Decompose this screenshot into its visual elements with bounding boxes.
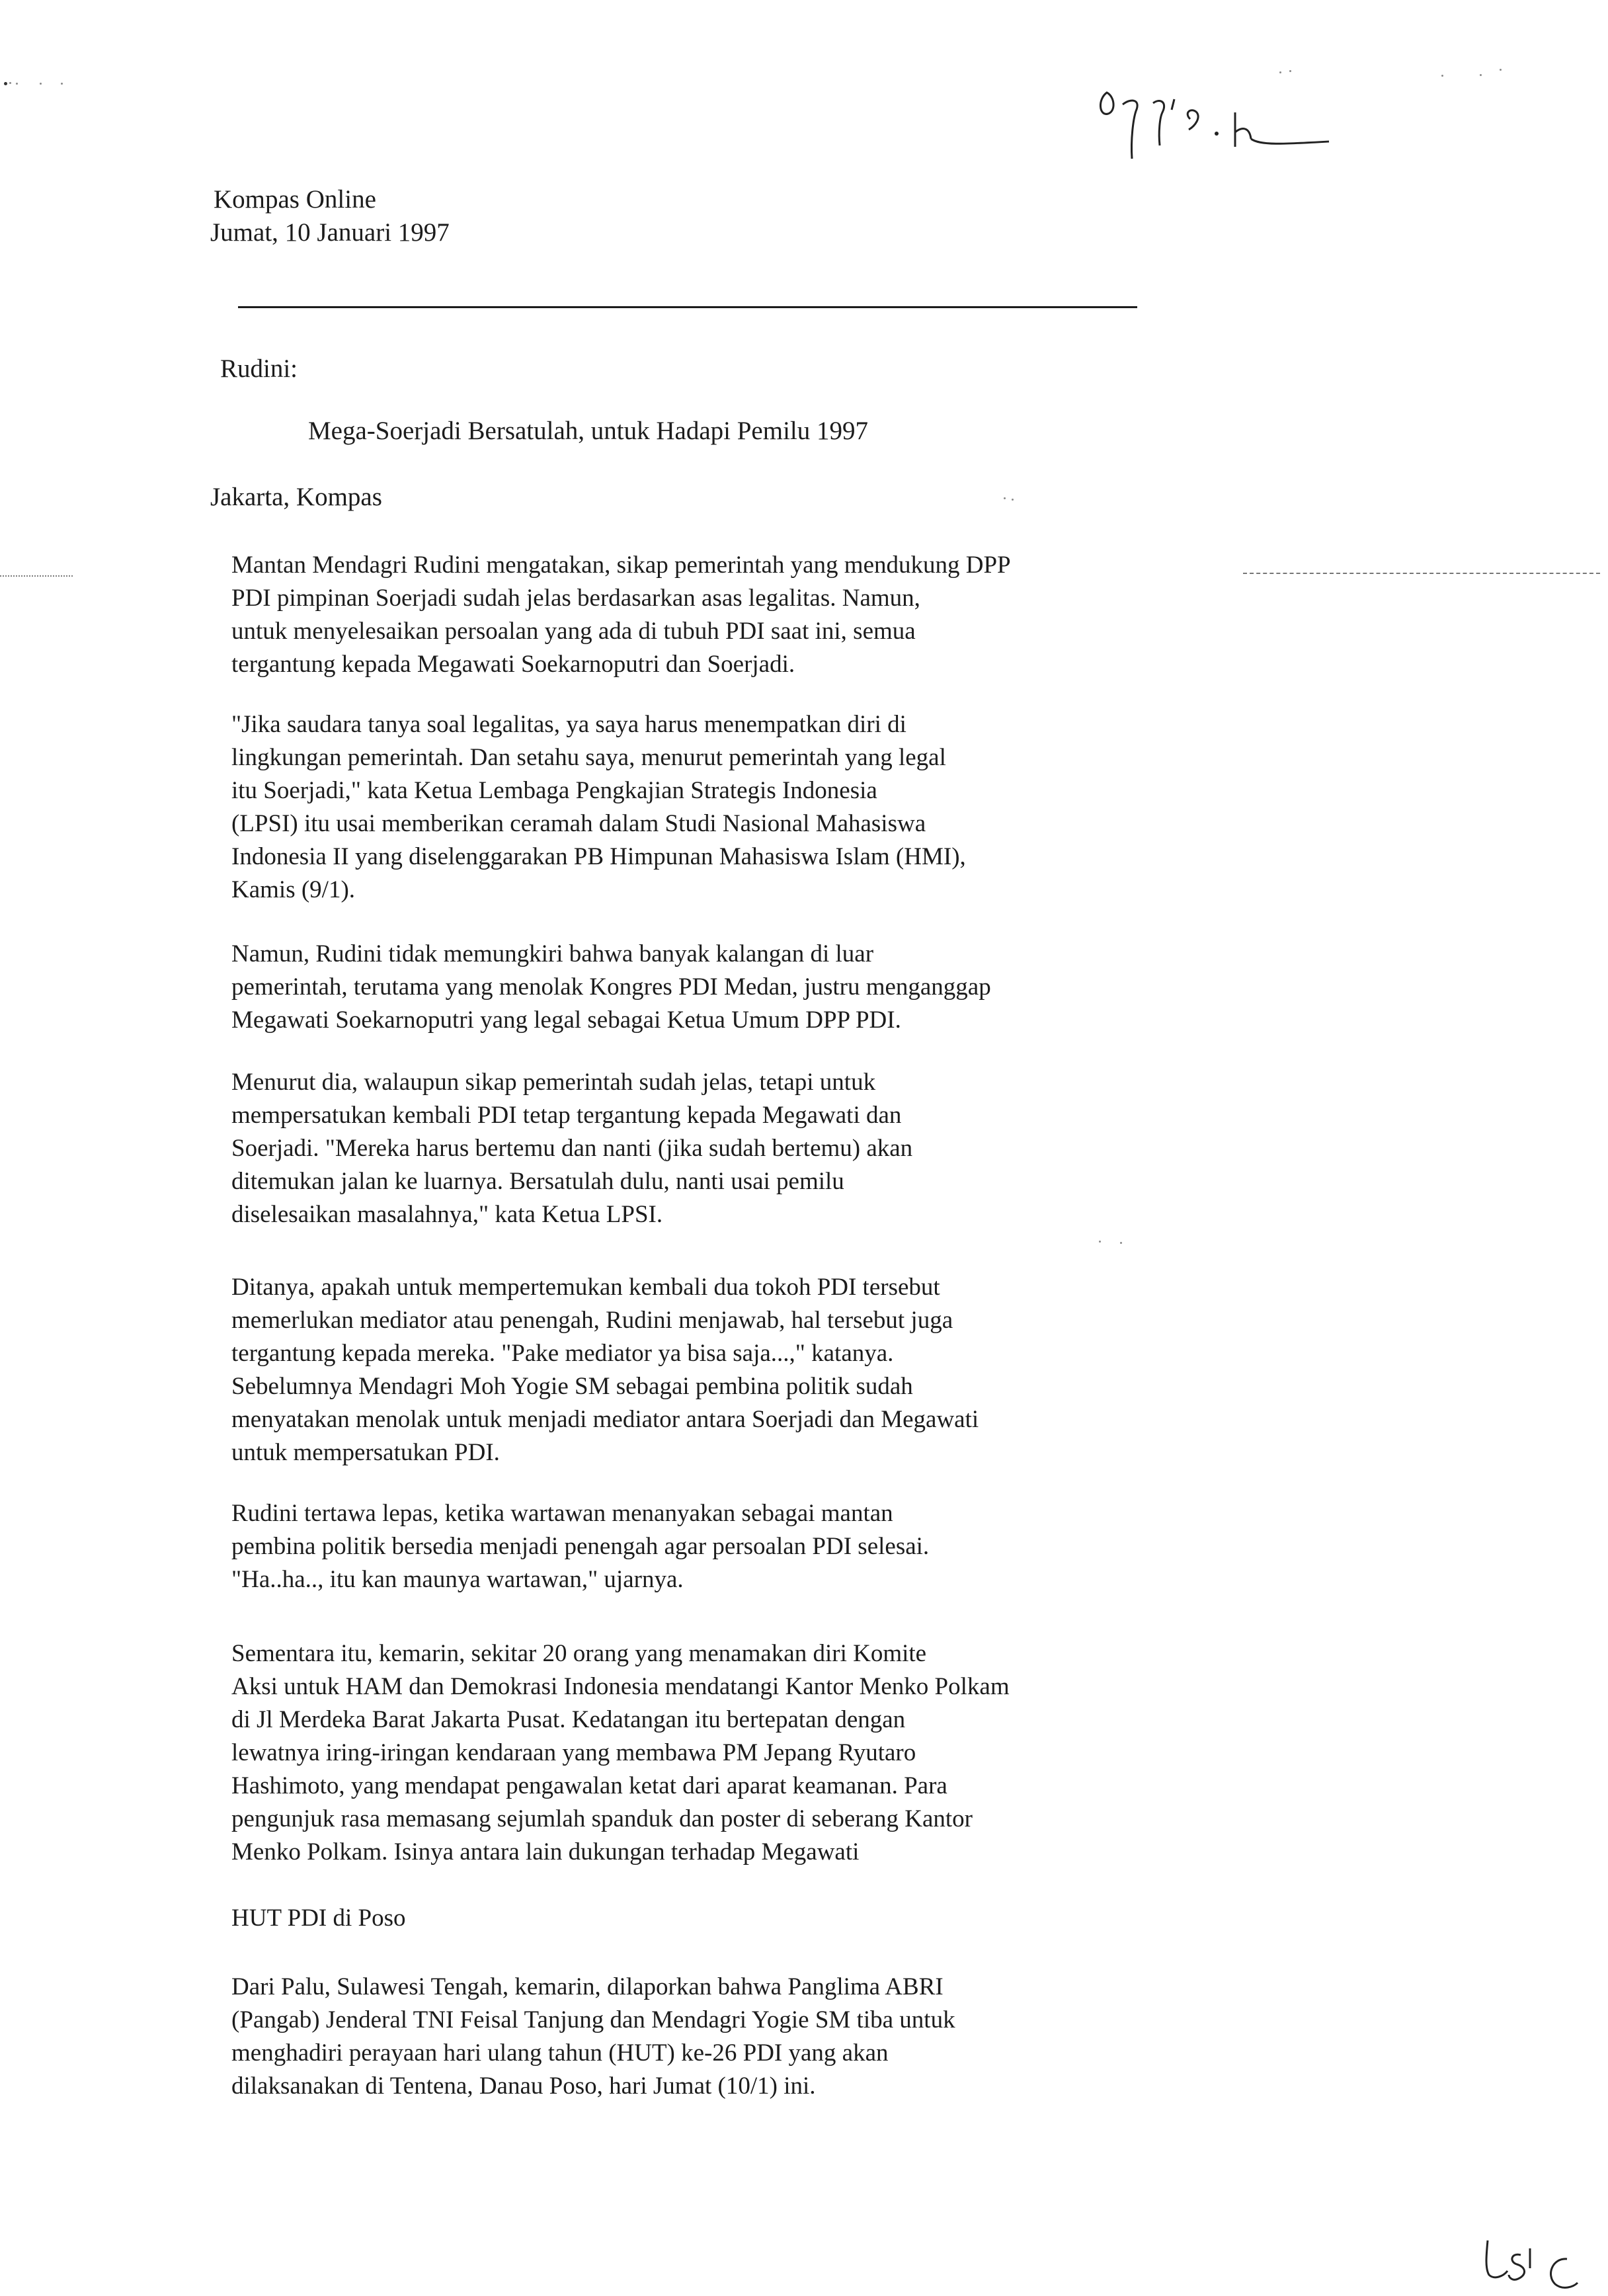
scan-speck bbox=[4, 82, 7, 85]
scan-speck bbox=[1004, 497, 1006, 499]
scan-speck bbox=[16, 83, 18, 85]
scan-speck bbox=[61, 83, 63, 85]
scan-speck bbox=[1480, 74, 1482, 76]
paragraph-3: Namun, Rudini tidak memungkiri bahwa banyak kalangan di luar pemerintah, terutama yang menolak Kongres PDI Medan, justru menganggap Megawati Soekarnoputri yang legal sebagai Ketua Umum DPP PDI. bbox=[231, 940, 991, 1034]
scan-margin-mark bbox=[0, 575, 73, 577]
header-divider bbox=[238, 306, 1137, 308]
scan-speck bbox=[1500, 69, 1502, 71]
scan-speck bbox=[1289, 70, 1291, 72]
article-title: Mega-Soerjadi Bersatulah, untuk Hadapi Pemilu 1997 bbox=[308, 417, 868, 445]
paragraph-6: Rudini tertawa lepas, ketika wartawan menanyakan sebagai mantan pembina politik bersedia menjadi penengah agar persoalan PDI selesai. "Ha..ha.., itu kan maunya wartawan," ujarnya. bbox=[231, 1500, 930, 1593]
scan-speck bbox=[1120, 1242, 1122, 1244]
paragraph-4: Menurut dia, walaupun sikap pemerintah sudah jelas, tetapi untuk mempersatukan kembali PDI tetap tergantung kepada Megawati dan Soerjadi. "Mereka harus bertemu dan nanti (jika sudah bertemu) akan ditemukan jalan ke luarnya. Bersatulah dulu, nanti usai pemilu diselesaikan masalahnya," kata Ketua LPSI. bbox=[231, 1069, 913, 1228]
scan-speck bbox=[1012, 499, 1014, 501]
section-subheading: HUT PDI di Poso bbox=[231, 1905, 406, 1932]
scan-speck bbox=[1441, 75, 1443, 77]
paragraph-2: "Jika saudara tanya soal legalitas, ya saya harus menempatkan diri di lingkungan pemerintah. Dan setahu saya, menurut pemerintah yang legal itu Soerjadi," kata Ketua Lembaga Pengkajian Strategis Indonesia (LPSI) itu usai memberikan ceramah dalam Studi Nasional Mahasiswa Indonesia II yang diselenggarakan PB Himpunan Mahasiswa Islam (HMI), Kamis (9/1). bbox=[231, 711, 966, 903]
source-name: Kompas Online bbox=[214, 185, 376, 214]
closing-paragraph: Dari Palu, Sulawesi Tengah, kemarin, dilaporkan bahwa Panglima ABRI (Pangab) Jenderal TNI Feisal Tanjung dan Mendagri Yogie SM tiba untuk menghadiri perayaan hari ulang tahun (HUT) ke-26 PDI yang akan dilaksanakan di Tentena, Danau Poso, hari Jumat (10/1) ini. bbox=[231, 1973, 955, 2100]
scan-margin-mark bbox=[1243, 573, 1600, 574]
article-kicker: Rudini: bbox=[220, 354, 298, 383]
article-dateline: Jakarta, Kompas bbox=[210, 483, 382, 511]
scan-speck bbox=[40, 83, 42, 85]
paragraph-5: Ditanya, apakah untuk mempertemukan kembali dua tokoh PDI tersebut memerlukan mediator atau penengah, Rudini menjawab, hal tersebut juga tergantung kepada mereka. "Pake mediator ya bisa saja...," katanya. Sebelumnya Mendagri Moh Yogie SM sebagai pembina politik sudah menyatakan menolak untuk menjadi mediator antara Soerjadi dan Megawati untuk mempersatukan PDI. bbox=[231, 1274, 979, 1466]
publication-date: Jumat, 10 Januari 1997 bbox=[210, 218, 450, 247]
paragraph-1: Mantan Mendagri Rudini mengatakan, sikap pemerintah yang mendukung DPP PDI pimpinan Soerjadi sudah jelas berdasarkan asas legalitas. Namun, untuk menyelesaikan persoalan yang ada di tubuh PDI saat ini, semua tergantung kepada Megawati Soekarnoputri dan Soerjadi. bbox=[231, 552, 1011, 678]
paragraph-7: Sementara itu, kemarin, sekitar 20 orang yang menamakan diri Komite Aksi untuk HAM dan Demokrasi Indonesia mendatangi Kantor Menko Polkam di Jl Merdeka Barat Jakarta Pusat. Kedatangan itu bertepatan dengan lewatnya iring-iringan kendaraan yang membawa PM Jepang Ryutaro Hashimoto, yang mendapat pengawalan ketat dari aparat keamanan. Para pengunjuk rasa memasang sejumlah spanduk dan poster di seberang Kantor Menko Polkam. Isinya antara lain dukungan terhadap Megawati bbox=[231, 1640, 1010, 1866]
scan-speck bbox=[9, 82, 11, 84]
scan-speck bbox=[1099, 1241, 1101, 1243]
handwritten-note-top-right bbox=[1084, 73, 1362, 192]
handwritten-initials bbox=[1474, 2229, 1593, 2295]
